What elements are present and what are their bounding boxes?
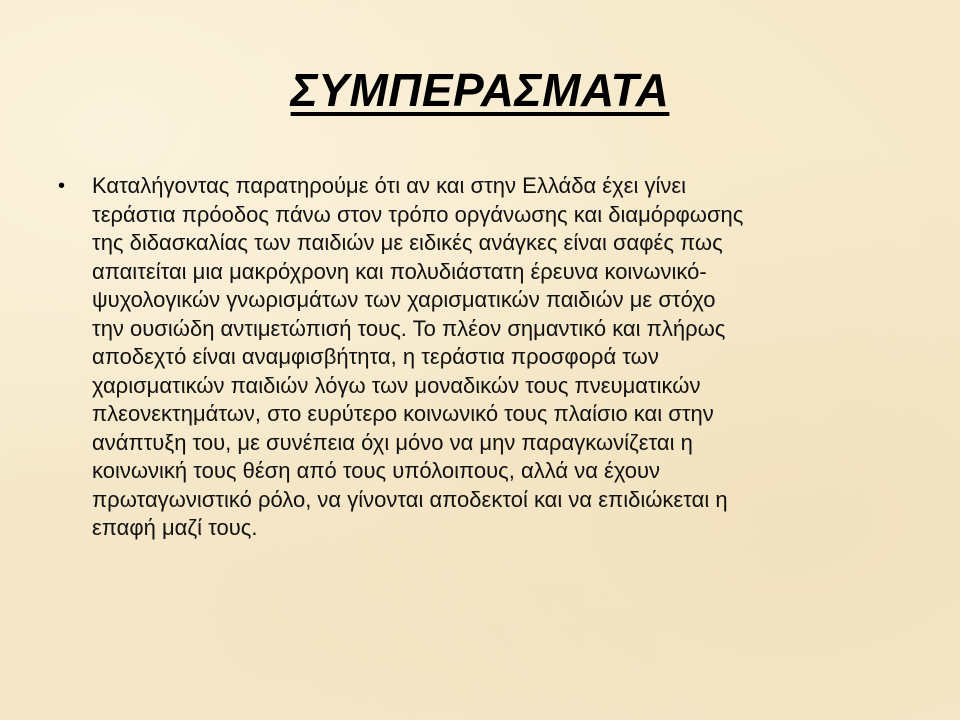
bullet-marker: • xyxy=(58,175,66,197)
slide-title xyxy=(0,62,960,118)
slide-content xyxy=(58,172,908,543)
bullet-item xyxy=(58,172,908,543)
slide-title-text: ΣΥΜΠΕΡΑΣΜΑΤΑ xyxy=(290,64,670,116)
bullet-text: Καταλήγοντας παρατηρούμε ότι αν και στην Ελλάδα έχει γίνει τεράστια πρόοδος πάνω στον τρόπο οργάνωσης και διαμόρφωσης της διδασκαλίας των παιδιών με ειδικές ανάγκες είναι σαφές πως απαιτείται μια μακρόχρονη και πολυδιάστατη έρευνα κοινωνικό- ψυχολογικών γνωρισμάτων των χαρισματικών παιδιών με στόχο την ουσιώδη αντιμετώπισή τους. Το πλέον σημαντικό και πλήρως αποδεχτό είναι αναμφισβήτητα, η τεράστια προσφορά των χαρισματικών παιδιών λόγω των μοναδικών τους πνευματικών πλεονεκτημάτων, στο ευρύτερο κοινωνικό τους πλαίσιο και στην ανάπτυξη του, με συνέπεια όχι μόνο να μην παραγκωνίζεται η κοινωνική τους θέση από τους υπόλοιπους, αλλά να έχουν πρωταγωνιστικό ρόλο, να γίνονται αποδεκτοί και να επιδιώκεται η επαφή μαζί τους. xyxy=(92,173,744,540)
